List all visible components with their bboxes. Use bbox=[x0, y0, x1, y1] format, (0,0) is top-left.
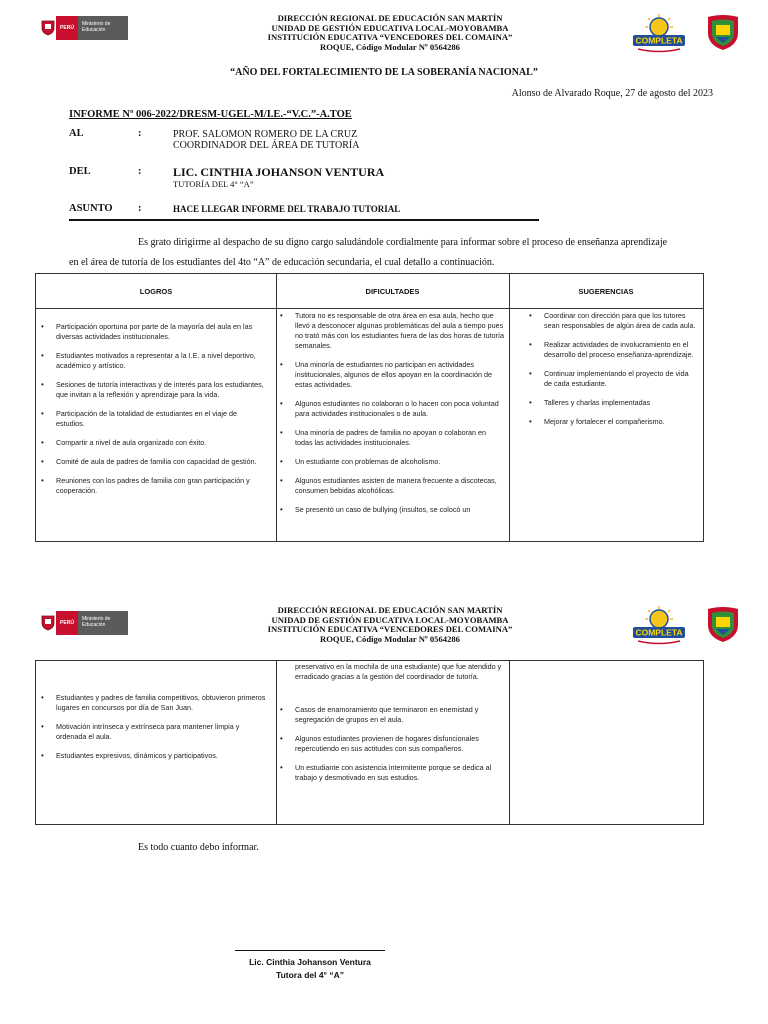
list-item: • Se presentó un caso de bullying (insultos, se colocó un bbox=[279, 505, 505, 515]
gov-logo-gray-block: Ministerio de Educación bbox=[78, 611, 128, 635]
header-logros: LOGROS bbox=[139, 286, 173, 296]
gov-logo-red-block: PERÚ bbox=[56, 611, 78, 635]
school-crest-icon bbox=[704, 13, 742, 51]
closing-sentence: Es todo cuanto debo informar. bbox=[138, 842, 259, 853]
gov-logo-red-block: PERÚ bbox=[56, 16, 78, 40]
school-crest-icon bbox=[704, 605, 742, 643]
header-sugerencias: SUGERENCIAS bbox=[578, 286, 634, 296]
list-item: • Algunos estudiantes provienen de hogares disfuncionales repercutiendo en sus actitudes con sus compañeros. bbox=[279, 734, 505, 754]
del-label: DEL bbox=[69, 166, 91, 177]
del-colon: : bbox=[138, 166, 142, 177]
list-item: • Comité de aula de padres de familia con capacidad de gestión. bbox=[40, 457, 266, 467]
completa-badge-icon bbox=[630, 606, 688, 646]
intro-paragraph-line: Es grato dirigirme al despacho de su digno cargo saludándole cordialmente para informar sobre el proceso de enseñanza aprendizaje bbox=[138, 237, 668, 248]
sugerencias-list bbox=[528, 311, 698, 436]
dificultades-list bbox=[279, 705, 505, 792]
report-table-page1 bbox=[35, 273, 704, 542]
institution-header bbox=[200, 14, 580, 52]
list-item: • Reuniones con los padres de familia con gran participación y cooperación. bbox=[40, 476, 266, 496]
peru-shield-icon bbox=[40, 16, 56, 40]
list-item: • Estudiantes expresivos, dinámicos y participativos. bbox=[40, 751, 266, 761]
list-item: • Estudiantes y padres de familia competitivos, obtuvieron primeros lugares en concursos por día de San Juan. bbox=[40, 693, 266, 713]
list-item: • Un estudiante con asistencia intermitente porque se dedica al trabajo y desmotivado en sus estudios. bbox=[279, 763, 505, 783]
badge-text: COMPLETA bbox=[635, 35, 683, 46]
header-line: DIRECCIÓN REGIONAL DE EDUCACIÓN SAN MARTÍN bbox=[277, 13, 503, 23]
al-recipient bbox=[173, 129, 359, 151]
signature-block bbox=[210, 956, 410, 982]
list-item: • Una minoría de padres de familia no apoyan o colaboran en todas las actividades institucionales. bbox=[279, 428, 505, 448]
list-item: • Sesiones de tutoría interactivas y de interés para los estudiantes, que invitan a la reflexión y aprendizaje para la vida. bbox=[40, 380, 266, 400]
asunto-underline bbox=[69, 219, 539, 221]
header-line: ROQUE, Código Modular Nº 0564286 bbox=[320, 41, 460, 52]
report-table-page2 bbox=[35, 660, 704, 825]
header-dificultades: DIFICULTADES bbox=[365, 286, 420, 296]
sugerencias-column bbox=[509, 661, 703, 824]
list-item: • Algunos estudiantes no colaboran o lo hacen con poca voluntad para actividades institucionales o de aula. bbox=[279, 399, 505, 419]
del-sender bbox=[173, 165, 384, 190]
dificultades-continuation: preservativo en la mochila de una estudiante) que fue atendido y erradicado gracias a la gestión del coordinador de tutoría. bbox=[295, 662, 502, 681]
year-title: “AÑO DEL FORTALECIMIENTO DE LA SOBERANÍA NACIONAL” bbox=[230, 67, 538, 78]
informe-number: INFORME Nº 006-2022/DRESM-UGEL-M/I.E.-“V.C.”-A.TOE bbox=[69, 109, 352, 120]
list-item: • Casos de enamoramiento que terminaron en enemistad y segregación de grupos en el aula. bbox=[279, 705, 505, 725]
completa-badge-icon bbox=[630, 14, 688, 54]
list-item: • Participación oportuna por parte de la mayoría del aula en las diversas actividades institucionales. bbox=[40, 322, 266, 342]
asunto-text: HACE LLEGAR INFORME DEL TRABAJO TUTORIAL bbox=[173, 204, 401, 214]
recipient-role: COORDINADOR DEL ÁREA DE TUTORÍA bbox=[173, 140, 360, 151]
recipient-name: PROF. SALOMON ROMERO DE LA CRUZ bbox=[173, 129, 358, 140]
list-item: • Motivación intrínseca y extrínseca para mantener limpia y ordenada el aula. bbox=[40, 722, 266, 742]
peru-shield-icon bbox=[40, 611, 56, 635]
government-logo bbox=[40, 16, 128, 40]
list-item: • Continuar implementando el proyecto de vida de cada estudiante. bbox=[528, 369, 698, 389]
list-item: • Tutora no es responsable de otra área en esa aula, hecho que llevó a desconocer algunas problemáticas del aula a tiempo pues no trató más con los estudiantes fuera de las dos horas de tutoría semanales. bbox=[279, 311, 505, 351]
al-colon: : bbox=[138, 128, 142, 139]
sender-role: TUTORÍA DEL 4° “A” bbox=[173, 179, 254, 189]
asunto-label: ASUNTO bbox=[69, 203, 113, 214]
list-item: • Realizar actividades de involucramiento en el desarrollo del proceso enseñanza-aprendizaje. bbox=[528, 340, 698, 360]
header-line: ROQUE, Código Modular Nº 0564286 bbox=[320, 633, 460, 644]
signature-line bbox=[235, 950, 385, 951]
list-item: • Una minoría de estudiantes no participan en actividades institucionales, algunos de ellos apoyan en la coordinación de estas actividades. bbox=[279, 360, 505, 390]
header-line: INSTITUCIÓN EDUCATIVA “VENCEDORES DEL COMAINA” bbox=[267, 32, 513, 42]
gov-logo-gray-block: Ministerio de Educación bbox=[78, 16, 128, 40]
list-item: • Participación de la totalidad de estudiantes en el viaje de estudios. bbox=[40, 409, 266, 429]
logros-list bbox=[40, 322, 266, 505]
list-item: • Coordinar con dirección para que los tutores sean responsables de algún área de cada aula. bbox=[528, 311, 698, 331]
header-line: DIRECCIÓN REGIONAL DE EDUCACIÓN SAN MARTÍN bbox=[277, 605, 503, 615]
header-line: UNIDAD DE GESTIÓN EDUCATIVA LOCAL-MOYOBAMBA bbox=[271, 614, 509, 625]
list-item: • Mejorar y fortalecer el compañerismo. bbox=[528, 417, 698, 427]
list-item: • Talleres y charlas implementadas bbox=[528, 398, 698, 408]
signature-role: Tutora del 4° “A” bbox=[276, 970, 344, 980]
institution-header bbox=[200, 606, 580, 644]
signature-name: Lic. Cinthia Johanson Ventura bbox=[249, 957, 371, 967]
dificultades-list bbox=[279, 311, 505, 539]
intro-paragraph-line: en el área de tutoría de los estudiantes del 4to “A” de educación secundaria, el cual detallo a continuación. bbox=[69, 257, 495, 268]
sender-name: LIC. CINTHIA JOHANSON VENTURA bbox=[173, 165, 385, 179]
al-label: AL bbox=[69, 128, 84, 139]
header-line: INSTITUCIÓN EDUCATIVA “VENCEDORES DEL COMAINA” bbox=[267, 624, 513, 634]
date-line: Alonso de Alvarado Roque, 27 de agosto del 2023 bbox=[511, 88, 713, 99]
list-item: • Compartir a nivel de aula organizado con éxito. bbox=[40, 438, 266, 448]
header-line: UNIDAD DE GESTIÓN EDUCATIVA LOCAL-MOYOBAMBA bbox=[271, 22, 509, 33]
asunto-colon: : bbox=[138, 203, 142, 214]
government-logo bbox=[40, 611, 128, 635]
list-item: • Estudiantes motivados a representar a la I.E. a nivel deportivo, académico y artístico. bbox=[40, 351, 266, 371]
list-item: • Un estudiante con problemas de alcoholismo. bbox=[279, 457, 505, 467]
list-item: • Algunos estudiantes asisten de manera frecuente a discotecas, consumen bebidas alcohólicas. bbox=[279, 476, 505, 496]
badge-text: COMPLETA bbox=[635, 627, 683, 638]
logros-list bbox=[40, 693, 266, 770]
